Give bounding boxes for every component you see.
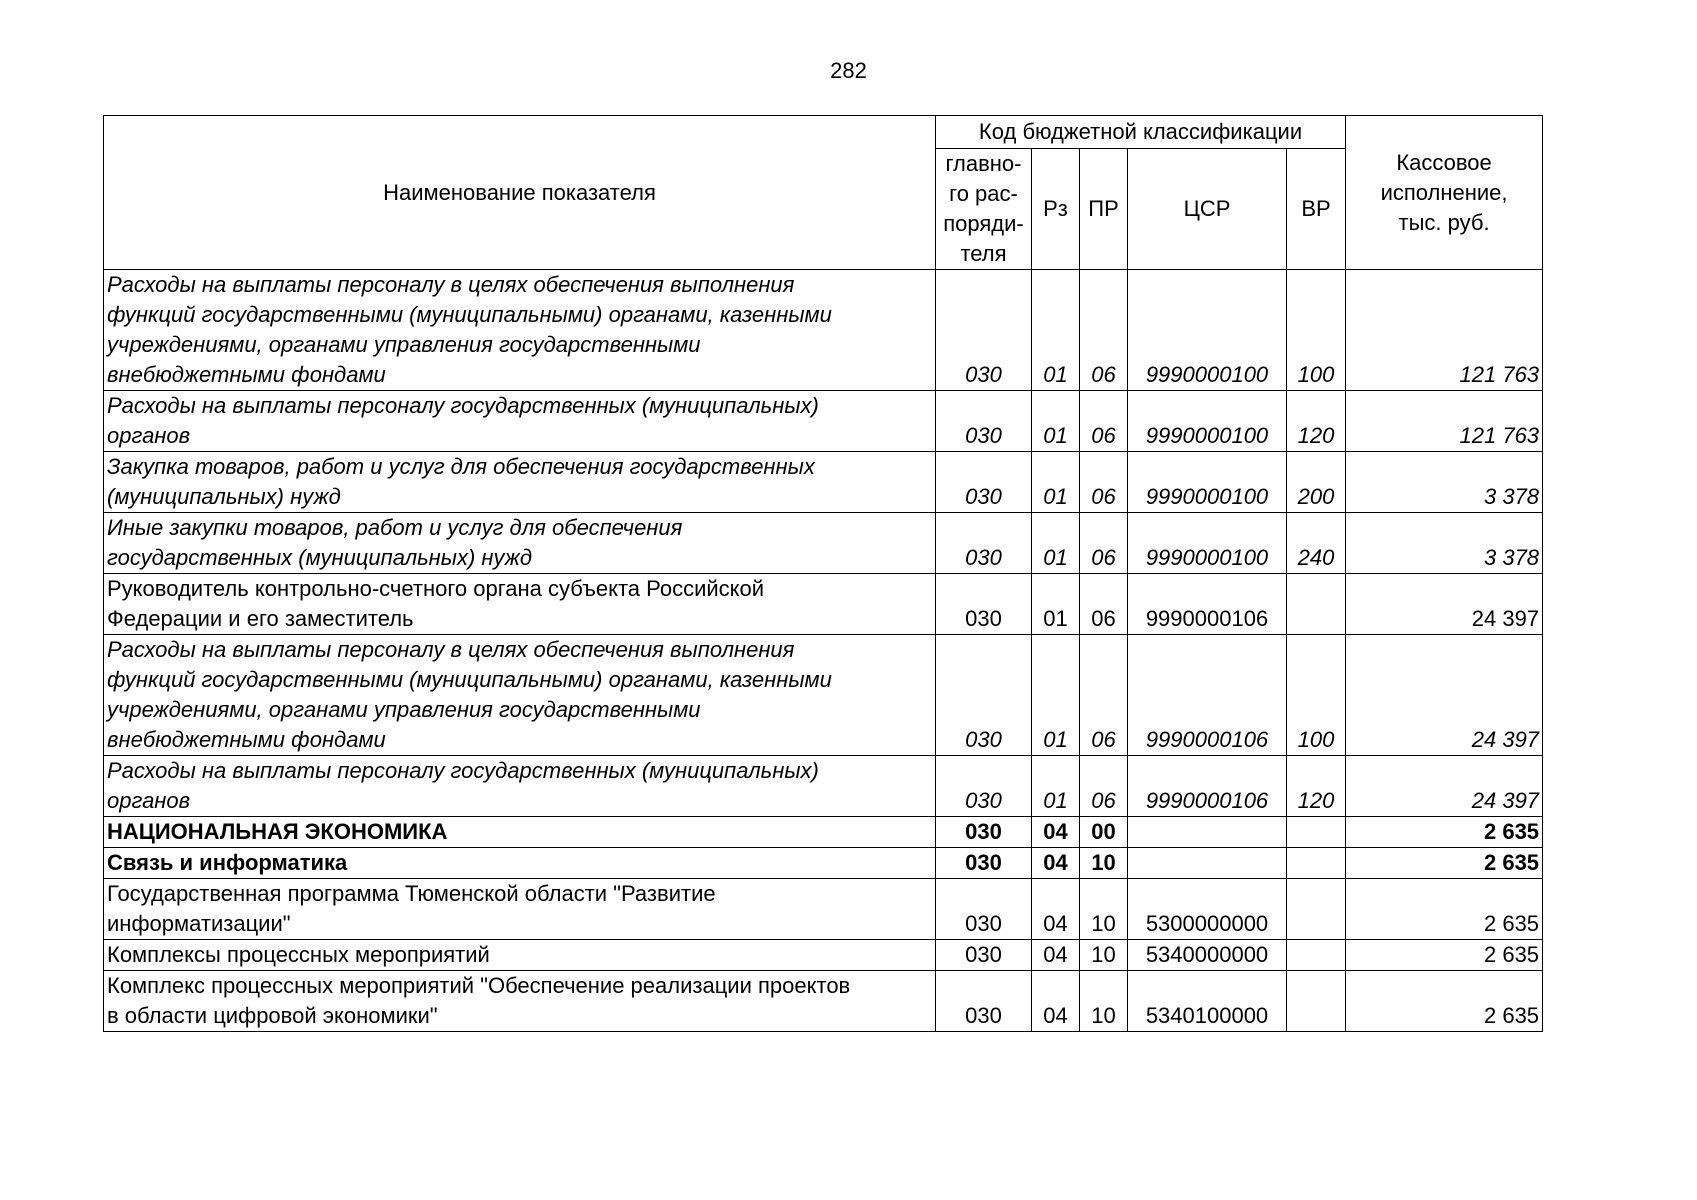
header-chief-line: го рас-: [949, 181, 1018, 206]
pr-cell: 10: [1080, 940, 1128, 971]
header-chief-line: теля: [960, 241, 1007, 266]
csr-cell: 9990000100: [1128, 513, 1287, 574]
table-row: [104, 817, 1543, 848]
table-row: [104, 574, 1543, 635]
rz-cell: 01: [1032, 756, 1080, 817]
page-number: 282: [830, 58, 867, 83]
amount-cell: 24 397: [1346, 635, 1543, 756]
vr-cell: 240: [1287, 513, 1346, 574]
indicator-name-line: Закупка товаров, работ и услуг для обеспечения государственных: [107, 454, 815, 479]
pr-cell: 06: [1080, 635, 1128, 756]
indicator-name-line: Связь и информатика: [107, 850, 348, 875]
indicator-name-line: функций государственными (муниципальными) органами, казенными: [107, 302, 832, 327]
indicator-name-line: внебюджетными фондами: [107, 362, 386, 387]
pr-cell: 06: [1080, 756, 1128, 817]
indicator-name-line: органов: [107, 788, 191, 813]
amount-cell: 2 635: [1346, 879, 1543, 940]
indicator-name-line: Государственная программа Тюменской области "Развитие: [107, 881, 716, 906]
indicator-name-cell: [104, 940, 936, 971]
rz-cell: 01: [1032, 574, 1080, 635]
amount-cell: 24 397: [1346, 574, 1543, 635]
table-row: [104, 391, 1543, 452]
chief-cell: 030: [936, 452, 1032, 513]
pr-cell: 00: [1080, 817, 1128, 848]
csr-cell: 9990000106: [1128, 756, 1287, 817]
rz-cell: 01: [1032, 391, 1080, 452]
indicator-name-cell: [104, 270, 936, 391]
indicator-name-line: Расходы на выплаты персоналу в целях обеспечения выполнения: [107, 272, 795, 297]
chief-cell: 030: [936, 756, 1032, 817]
table-row: [104, 848, 1543, 879]
amount-cell: 3 378: [1346, 513, 1543, 574]
table-row: [104, 270, 1543, 391]
amount-cell: 2 635: [1346, 817, 1543, 848]
header-amount: [1346, 116, 1543, 270]
table-row: [104, 879, 1543, 940]
pr-cell: 06: [1080, 270, 1128, 391]
chief-cell: 030: [936, 879, 1032, 940]
amount-cell: 2 635: [1346, 971, 1543, 1032]
chief-cell: 030: [936, 971, 1032, 1032]
header-chief-line: поряди-: [943, 211, 1024, 236]
rz-cell: 04: [1032, 848, 1080, 879]
amount-cell: 2 635: [1346, 940, 1543, 971]
indicator-name-line: Иные закупки товаров, работ и услуг для обеспечения: [107, 515, 683, 540]
amount-cell: 24 397: [1346, 756, 1543, 817]
amount-cell: 3 378: [1346, 452, 1543, 513]
indicator-name-line: (муниципальных) нужд: [107, 484, 341, 509]
rz-cell: 01: [1032, 635, 1080, 756]
amount-cell: 121 763: [1346, 270, 1543, 391]
indicator-name-line: информатизации": [107, 911, 291, 936]
csr-cell: 5340000000: [1128, 940, 1287, 971]
table-row: [104, 635, 1543, 756]
table-row: [104, 940, 1543, 971]
chief-cell: 030: [936, 391, 1032, 452]
table-header: [104, 116, 1543, 270]
indicator-name-line: Расходы на выплаты персоналу в целях обеспечения выполнения: [107, 637, 795, 662]
chief-cell: 030: [936, 940, 1032, 971]
indicator-name-cell: [104, 635, 936, 756]
vr-cell: [1287, 848, 1346, 879]
table-row: [104, 756, 1543, 817]
table-body: [104, 270, 1543, 1032]
pr-cell: 06: [1080, 452, 1128, 513]
header-amount-line: исполнение,: [1380, 179, 1508, 205]
vr-cell: 120: [1287, 756, 1346, 817]
header-chief-line: главно-: [945, 151, 1022, 176]
vr-cell: [1287, 971, 1346, 1032]
indicator-name-line: НАЦИОНАЛЬНАЯ ЭКОНОМИКА: [107, 819, 448, 844]
csr-cell: 9990000106: [1128, 635, 1287, 756]
indicator-name-cell: [104, 971, 936, 1032]
chief-cell: 030: [936, 270, 1032, 391]
chief-cell: 030: [936, 817, 1032, 848]
rz-cell: 04: [1032, 940, 1080, 971]
pr-cell: 10: [1080, 971, 1128, 1032]
csr-cell: [1128, 817, 1287, 848]
indicator-name-line: Руководитель контрольно-счетного органа субъекта Российской: [107, 576, 765, 601]
csr-cell: 5300000000: [1128, 879, 1287, 940]
vr-cell: [1287, 817, 1346, 848]
pr-cell: 06: [1080, 513, 1128, 574]
indicator-name-cell: [104, 574, 936, 635]
pr-cell: 06: [1080, 574, 1128, 635]
vr-cell: [1287, 574, 1346, 635]
table-row: [104, 452, 1543, 513]
indicator-name-line: государственных (муниципальных) нужд: [107, 545, 533, 570]
table-row: [104, 971, 1543, 1032]
header-group: Код бюджетной классификации: [936, 116, 1346, 149]
indicator-name-line: органов: [107, 423, 191, 448]
rz-cell: 04: [1032, 817, 1080, 848]
header-rz: Рз: [1032, 149, 1080, 270]
amount-cell: 2 635: [1346, 848, 1543, 879]
vr-cell: 200: [1287, 452, 1346, 513]
header-chief: [936, 149, 1032, 270]
amount-cell: 121 763: [1346, 391, 1543, 452]
csr-cell: [1128, 848, 1287, 879]
pr-cell: 06: [1080, 391, 1128, 452]
indicator-name-cell: [104, 879, 936, 940]
indicator-name-line: учреждениями, органами управления государственными: [107, 697, 701, 722]
vr-cell: [1287, 940, 1346, 971]
vr-cell: 100: [1287, 635, 1346, 756]
indicator-name-cell: [104, 452, 936, 513]
indicator-name-line: функций государственными (муниципальными) органами, казенными: [107, 667, 832, 692]
indicator-name-line: Комплекс процессных мероприятий "Обеспечение реализации проектов: [107, 973, 851, 998]
vr-cell: 100: [1287, 270, 1346, 391]
indicator-name-cell: [104, 848, 936, 879]
indicator-name-line: внебюджетными фондами: [107, 727, 386, 752]
indicator-name-line: в области цифровой экономики": [107, 1003, 438, 1028]
chief-cell: 030: [936, 848, 1032, 879]
indicator-name-line: Комплексы процессных мероприятий: [107, 942, 490, 967]
vr-cell: 120: [1287, 391, 1346, 452]
rz-cell: 04: [1032, 879, 1080, 940]
table-row: [104, 513, 1543, 574]
csr-cell: 9990000100: [1128, 270, 1287, 391]
csr-cell: 9990000106: [1128, 574, 1287, 635]
indicator-name-line: учреждениями, органами управления государственными: [107, 332, 701, 357]
vr-cell: [1287, 879, 1346, 940]
pr-cell: 10: [1080, 848, 1128, 879]
header-amount-line: тыс. руб.: [1398, 209, 1490, 235]
header-vr: ВР: [1287, 149, 1346, 270]
header-pr: ПР: [1080, 149, 1128, 270]
header-csr: ЦСР: [1128, 149, 1287, 270]
chief-cell: 030: [936, 635, 1032, 756]
indicator-name-cell: [104, 817, 936, 848]
indicator-name-line: Расходы на выплаты персоналу государственных (муниципальных): [107, 758, 819, 783]
rz-cell: 01: [1032, 513, 1080, 574]
budget-table: [103, 115, 1543, 1032]
csr-cell: 9990000100: [1128, 391, 1287, 452]
pr-cell: 10: [1080, 879, 1128, 940]
rz-cell: 04: [1032, 971, 1080, 1032]
header-amount-line: Кассовое: [1396, 149, 1492, 175]
indicator-name-cell: [104, 391, 936, 452]
csr-cell: 9990000100: [1128, 452, 1287, 513]
indicator-name-line: Расходы на выплаты персоналу государственных (муниципальных): [107, 393, 819, 418]
indicator-name-cell: [104, 513, 936, 574]
indicator-name-cell: [104, 756, 936, 817]
csr-cell: 5340100000: [1128, 971, 1287, 1032]
header-name: Наименование показателя: [104, 116, 936, 270]
chief-cell: 030: [936, 574, 1032, 635]
rz-cell: 01: [1032, 270, 1080, 391]
rz-cell: 01: [1032, 452, 1080, 513]
chief-cell: 030: [936, 513, 1032, 574]
indicator-name-line: Федерации и его заместитель: [107, 606, 414, 631]
